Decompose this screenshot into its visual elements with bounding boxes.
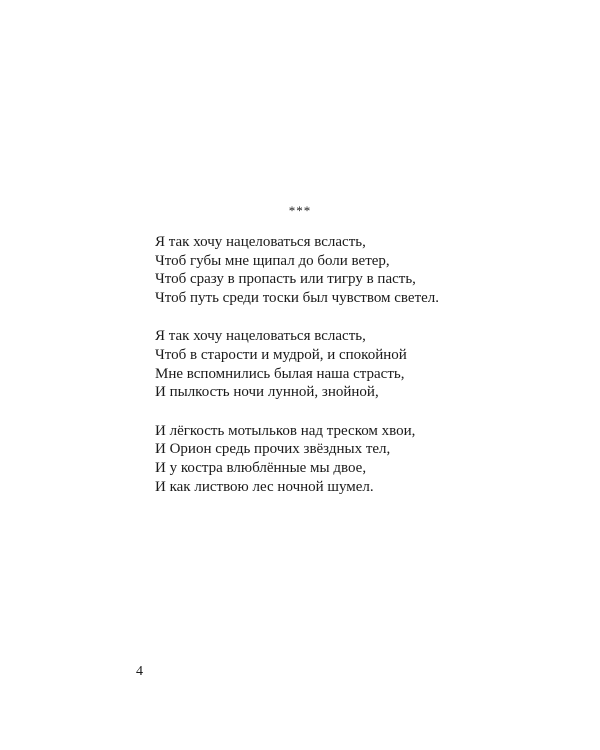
stanza-3 [155, 422, 555, 496]
section-separator: *** [288, 203, 312, 218]
poem-line: Я так хочу нацеловаться всласть, [155, 328, 366, 345]
poem-line: И лёгкость мотыльков над треском хвои, [155, 422, 416, 439]
stanza-2 [155, 327, 555, 401]
poem-line: Мне вспомнились былая наша страсть, [155, 365, 405, 382]
poem-line: И Орион средь прочих звёздных тел, [155, 441, 391, 458]
poem-line: И как листвою лес ночной шумел. [155, 478, 374, 495]
stanza-1 [155, 233, 555, 307]
page-number: 4 [136, 664, 143, 679]
poem-line: Чтоб в старости и мудрой, и спокойной [155, 346, 407, 363]
poem-line: И у костра влюблённые мы двое, [155, 459, 367, 476]
poem-line: Чтоб путь среди тоски был чувством светел. [155, 289, 440, 306]
poem [155, 233, 555, 516]
poem-line: Я так хочу нацеловаться всласть, [155, 234, 366, 250]
poem-line: Чтоб губы мне щипал до боли ветер, [155, 252, 390, 269]
poem-line: Чтоб сразу в пропасть или тигру в пасть, [155, 271, 416, 288]
poem-line: И пылкость ночи лунной, знойной, [155, 384, 379, 401]
